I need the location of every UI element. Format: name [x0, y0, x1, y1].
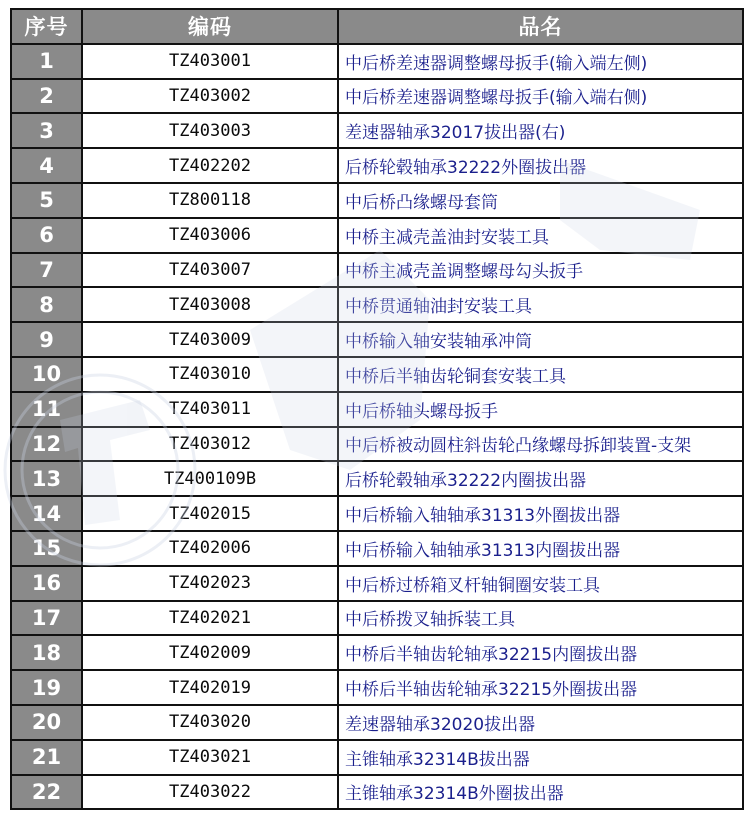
table-row: [11, 287, 743, 322]
row-code: TZ403007: [82, 253, 338, 288]
row-name: 中桥主减壳盖调整螺母勾头扳手: [338, 253, 743, 288]
row-code: TZ403003: [82, 113, 338, 148]
row-name: 差速器轴承32020拔出器: [338, 705, 743, 740]
table-row: [11, 461, 743, 496]
header-code: 编码: [82, 9, 338, 44]
row-index: 7: [11, 253, 82, 288]
row-index: 3: [11, 113, 82, 148]
row-code: TZ403008: [82, 287, 338, 322]
row-code: TZ403012: [82, 427, 338, 462]
row-code: TZ403002: [82, 79, 338, 114]
row-code: TZ403021: [82, 740, 338, 775]
row-index: 2: [11, 79, 82, 114]
row-name: 中后桥差速器调整螺母扳手(输入端右侧): [338, 79, 743, 114]
row-index: 6: [11, 218, 82, 253]
row-name: 差速器轴承32017拔出器(右): [338, 113, 743, 148]
row-index: 22: [11, 775, 82, 810]
row-index: 16: [11, 566, 82, 601]
table-row: [11, 775, 743, 810]
row-index: 13: [11, 461, 82, 496]
table-body: [11, 44, 743, 810]
table-row: [11, 79, 743, 114]
row-index: 19: [11, 670, 82, 705]
row-index: 15: [11, 531, 82, 566]
row-index: 5: [11, 183, 82, 218]
table-row: [11, 635, 743, 670]
table-row: [11, 322, 743, 357]
row-index: 1: [11, 44, 82, 79]
table-row: [11, 113, 743, 148]
row-code: TZ403010: [82, 357, 338, 392]
row-code: TZ402023: [82, 566, 338, 601]
row-name: 中桥后半轴齿轮铜套安装工具: [338, 357, 743, 392]
row-name: 主锥轴承32314B拔出器: [338, 740, 743, 775]
header-name: 品名: [338, 9, 743, 44]
row-index: 18: [11, 635, 82, 670]
row-name: 中后桥过桥箱叉杆轴铜圈安装工具: [338, 566, 743, 601]
row-name: 后桥轮毂轴承32222外圈拔出器: [338, 148, 743, 183]
row-code: TZ400109B: [82, 461, 338, 496]
row-index: 4: [11, 148, 82, 183]
table-row: [11, 392, 743, 427]
table-row: [11, 531, 743, 566]
row-code: TZ403011: [82, 392, 338, 427]
row-code: TZ402006: [82, 531, 338, 566]
row-index: 17: [11, 601, 82, 636]
row-name: 中桥后半轴齿轮轴承32215内圈拔出器: [338, 635, 743, 670]
row-index: 20: [11, 705, 82, 740]
row-name: 中后桥输入轴轴承31313外圈拔出器: [338, 496, 743, 531]
row-name: 中后桥差速器调整螺母扳手(输入端左侧): [338, 44, 743, 79]
table-row: [11, 44, 743, 79]
row-name: 中后桥被动圆柱斜齿轮凸缘螺母拆卸装置-支架: [338, 427, 743, 462]
row-code: TZ402015: [82, 496, 338, 531]
row-code: TZ402021: [82, 601, 338, 636]
table-row: [11, 566, 743, 601]
row-code: TZ402009: [82, 635, 338, 670]
row-name: 中后桥拨叉轴拆装工具: [338, 601, 743, 636]
row-code: TZ403009: [82, 322, 338, 357]
product-table: [10, 8, 744, 810]
table-row: [11, 427, 743, 462]
header-index: 序号: [11, 9, 82, 44]
table-row: [11, 670, 743, 705]
row-code: TZ402202: [82, 148, 338, 183]
row-code: TZ403020: [82, 705, 338, 740]
row-name: 中桥输入轴安装轴承冲筒: [338, 322, 743, 357]
row-code: TZ403022: [82, 775, 338, 810]
row-name: 中后桥凸缘螺母套筒: [338, 183, 743, 218]
table-row: [11, 183, 743, 218]
table-row: [11, 601, 743, 636]
row-index: 10: [11, 357, 82, 392]
header-row: [11, 9, 743, 44]
table-row: [11, 253, 743, 288]
row-name: 后桥轮毂轴承32222内圈拔出器: [338, 461, 743, 496]
row-code: TZ403006: [82, 218, 338, 253]
table-row: [11, 357, 743, 392]
table-row: [11, 218, 743, 253]
row-name: 中桥后半轴齿轮轴承32215外圈拔出器: [338, 670, 743, 705]
row-index: 11: [11, 392, 82, 427]
row-index: 12: [11, 427, 82, 462]
table-row: [11, 148, 743, 183]
table-row: [11, 496, 743, 531]
row-name: 中后桥输入轴轴承31313内圈拔出器: [338, 531, 743, 566]
row-index: 21: [11, 740, 82, 775]
row-name: 主锥轴承32314B外圈拔出器: [338, 775, 743, 810]
row-name: 中后桥轴头螺母扳手: [338, 392, 743, 427]
row-index: 8: [11, 287, 82, 322]
table-row: [11, 740, 743, 775]
row-code: TZ800118: [82, 183, 338, 218]
row-name: 中桥主减壳盖油封安装工具: [338, 218, 743, 253]
table-row: [11, 705, 743, 740]
row-name: 中桥贯通轴油封安装工具: [338, 287, 743, 322]
row-index: 9: [11, 322, 82, 357]
row-code: TZ402019: [82, 670, 338, 705]
row-code: TZ403001: [82, 44, 338, 79]
row-index: 14: [11, 496, 82, 531]
